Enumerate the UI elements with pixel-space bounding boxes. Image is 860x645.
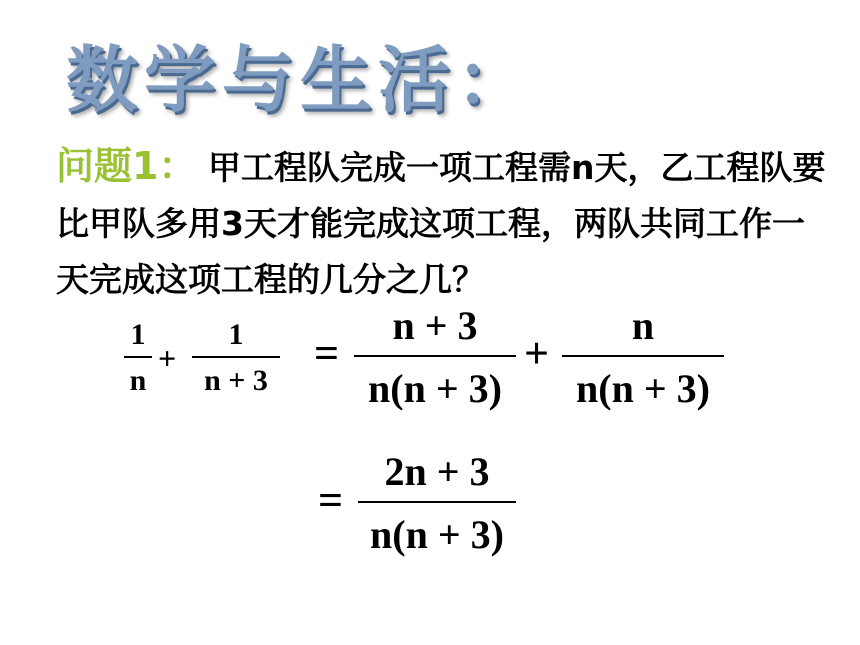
equals-sign: =	[314, 329, 340, 378]
fraction-1-over-n-plus-3	[192, 318, 280, 398]
fraction-1-over-n	[124, 318, 152, 398]
fraction-bar	[562, 355, 724, 357]
fraction-numerator: n	[631, 303, 655, 348]
fraction-bar	[354, 355, 516, 357]
fraction-result	[358, 448, 516, 558]
fraction-denominator: n(n + 3)	[576, 366, 710, 411]
equals-sign: =	[318, 476, 344, 525]
fraction-bar	[124, 356, 152, 358]
fraction-numerator: 1	[228, 318, 244, 351]
problem-statement	[56, 138, 826, 308]
fraction-n-over-product	[562, 302, 724, 412]
fraction-denominator: n	[129, 364, 147, 397]
fraction-n-plus-3-over-product	[354, 302, 516, 412]
fraction-numerator: 2n + 3	[384, 449, 490, 494]
fraction-bar	[358, 501, 516, 503]
fraction-denominator: n + 3	[204, 364, 268, 397]
fraction-numerator: 1	[130, 318, 146, 351]
fraction-bar	[192, 356, 280, 358]
plus-sign: +	[524, 329, 550, 378]
slide-title: 数学与生活：	[66, 38, 535, 122]
problem-text: 甲工程队完成一项工程需n天，乙工程队要比甲队多用3天才能完成这项工程，两队共同工作一天完成这项工程的几分之几？	[56, 148, 826, 299]
fraction-numerator: n + 3	[392, 303, 478, 348]
problem-label: 问题1：	[56, 144, 197, 188]
fraction-denominator: n(n + 3)	[368, 366, 502, 411]
fraction-denominator: n(n + 3)	[370, 512, 504, 557]
plus-sign: +	[158, 340, 177, 376]
